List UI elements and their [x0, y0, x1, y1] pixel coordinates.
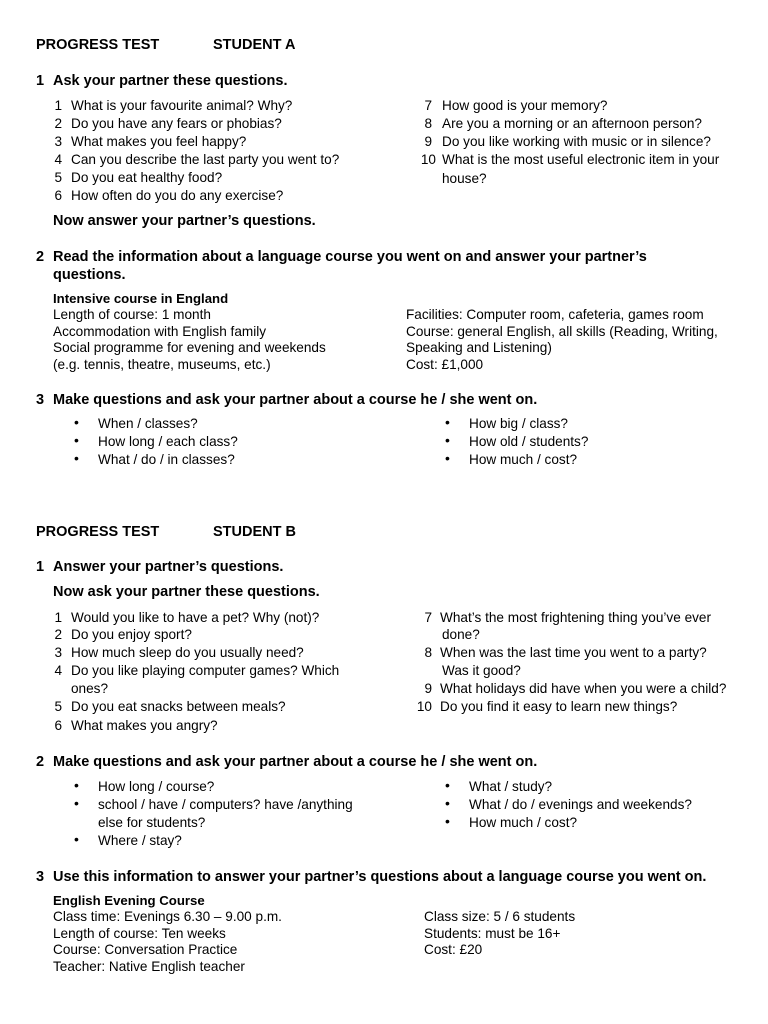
question-text: Are you a morning or an afternoon person? [442, 116, 702, 131]
b-s1-number: 1 [36, 559, 45, 575]
b-s3-number: 3 [36, 869, 45, 885]
a-info-line: Accommodation with English family [53, 324, 267, 339]
student-b-heading: STUDENT B [213, 524, 296, 540]
prompt-item: How big / class? [469, 416, 568, 431]
b-s2-title: Make questions and ask your partner about a course he / she went on. [53, 754, 538, 770]
a-info-line: Cost: £1,000 [406, 357, 484, 372]
a-s3-number: 3 [36, 392, 45, 408]
bullet-icon: • [445, 414, 450, 430]
prompt-item: How much / cost? [469, 815, 578, 830]
question-number: 3 [54, 134, 62, 149]
bullet-icon: • [445, 432, 450, 448]
prompt-item: What / do / in classes? [98, 452, 235, 467]
question-text-continued: Was it good? [442, 663, 521, 678]
a-s2-number: 2 [36, 249, 45, 265]
bullet-icon: • [445, 813, 450, 829]
question-number: 3 [54, 645, 62, 660]
question-text: Do you enjoy sport? [71, 627, 192, 642]
a-info-line: Social programme for evening and weekends [53, 340, 326, 355]
question-text: How good is your memory? [442, 98, 608, 113]
question-text: What makes you angry? [71, 718, 218, 733]
a-s2-title-cont: questions. [53, 267, 126, 283]
prompt-item: When / classes? [98, 416, 198, 431]
question-text: Do you like playing computer games? Which [71, 663, 340, 678]
a-s3-title: Make questions and ask your partner about a course he / she went on. [53, 392, 538, 408]
question-number: 10 [420, 152, 436, 167]
a-s1-number: 1 [36, 73, 45, 89]
b-s2-number: 2 [36, 754, 45, 770]
question-number: 9 [424, 681, 432, 696]
b-info-line: Students: must be 16+ [424, 926, 561, 941]
prompt-item: How much / cost? [469, 452, 578, 467]
question-text: What holidays did have when you were a child? [440, 681, 727, 696]
question-number: 8 [424, 116, 432, 131]
prompt-item: school / have / computers? have /anything [98, 797, 353, 812]
a-info-title: Intensive course in England [53, 291, 229, 306]
question-number: 7 [424, 610, 432, 625]
prompt-item-continued: else for students? [98, 815, 206, 830]
b-s3-title: Use this information to answer your partner’s questions about a language course you went on. [53, 869, 707, 885]
a-info-line: Course: general English, all skills (Reading, Writing, [406, 324, 718, 339]
b-info-line: Length of course: Ten weeks [53, 926, 226, 941]
prompt-item: Where / stay? [98, 833, 182, 848]
bullet-icon: • [445, 795, 450, 811]
question-number: 2 [54, 116, 62, 131]
a-info-line: Facilities: Computer room, cafeteria, games room [406, 307, 704, 322]
question-number: 4 [54, 152, 62, 167]
question-number: 2 [54, 627, 62, 642]
question-text-continued: ones? [71, 681, 109, 696]
question-text: Do you find it easy to learn new things? [440, 699, 678, 714]
bullet-icon: • [74, 414, 79, 430]
question-text: What is the most useful electronic item in your [442, 152, 720, 167]
bullet-icon: • [445, 450, 450, 466]
b-info-title: English Evening Course [53, 893, 205, 908]
question-number: 6 [54, 718, 62, 733]
question-text: Can you describe the last party you went to? [71, 152, 340, 167]
question-number: 10 [416, 699, 432, 714]
b-s1-title: Answer your partner’s questions. [53, 559, 284, 575]
progress-test-heading-b: PROGRESS TEST [36, 524, 160, 540]
question-text: Do you eat healthy food? [71, 170, 223, 185]
b-s1-sub: Now ask your partner these questions. [53, 584, 320, 600]
question-text: Do you like working with music or in silence? [442, 134, 711, 149]
question-number: 5 [54, 699, 62, 714]
prompt-item: What / study? [469, 779, 553, 794]
question-text: What makes you feel happy? [71, 134, 247, 149]
bullet-icon: • [74, 432, 79, 448]
b-info-line: Class size: 5 / 6 students [424, 909, 576, 924]
question-text: Do you have any fears or phobias? [71, 116, 282, 131]
question-text: How much sleep do you usually need? [71, 645, 304, 660]
prompt-item: How old / students? [469, 434, 589, 449]
prompt-item: How long / each class? [98, 434, 238, 449]
prompt-item: How long / course? [98, 779, 215, 794]
question-number: 9 [424, 134, 432, 149]
b-info-line: Course: Conversation Practice [53, 942, 238, 957]
question-number: 4 [54, 663, 62, 678]
question-number: 7 [424, 98, 432, 113]
question-text: Would you like to have a pet? Why (not)? [71, 610, 320, 625]
a-s2-title: Read the information about a language course you went on and answer your partner’s [53, 249, 647, 265]
student-a-heading: STUDENT A [213, 37, 296, 53]
question-text: What’s the most frightening thing you’ve ever [440, 610, 712, 625]
bullet-icon: • [445, 777, 450, 793]
question-number: 1 [54, 98, 62, 113]
bullet-icon: • [74, 777, 79, 793]
question-number: 5 [54, 170, 62, 185]
question-text: What is your favourite animal? Why? [71, 98, 293, 113]
question-text-continued: house? [442, 171, 487, 186]
question-number: 1 [54, 610, 62, 625]
question-number: 6 [54, 188, 62, 203]
bullet-icon: • [74, 795, 79, 811]
a-s1-after: Now answer your partner’s questions. [53, 213, 316, 229]
question-text: Do you eat snacks between meals? [71, 699, 286, 714]
b-info-line: Class time: Evenings 6.30 – 9.00 p.m. [53, 909, 282, 924]
prompt-item: What / do / evenings and weekends? [469, 797, 692, 812]
question-text: How often do you do any exercise? [71, 188, 284, 203]
a-info-line: (e.g. tennis, theatre, museums, etc.) [53, 357, 271, 372]
progress-test-heading-a: PROGRESS TEST [36, 37, 160, 53]
question-number: 8 [424, 645, 432, 660]
question-text: When was the last time you went to a party? [440, 645, 707, 660]
a-info-line: Length of course: 1 month [53, 307, 211, 322]
bullet-icon: • [74, 450, 79, 466]
b-info-line: Cost: £20 [424, 942, 483, 957]
bullet-icon: • [74, 831, 79, 847]
a-info-line: Speaking and Listening) [406, 340, 552, 355]
a-s1-title: Ask your partner these questions. [53, 73, 288, 89]
question-text-continued: done? [442, 627, 480, 642]
b-info-line: Teacher: Native English teacher [53, 959, 245, 974]
